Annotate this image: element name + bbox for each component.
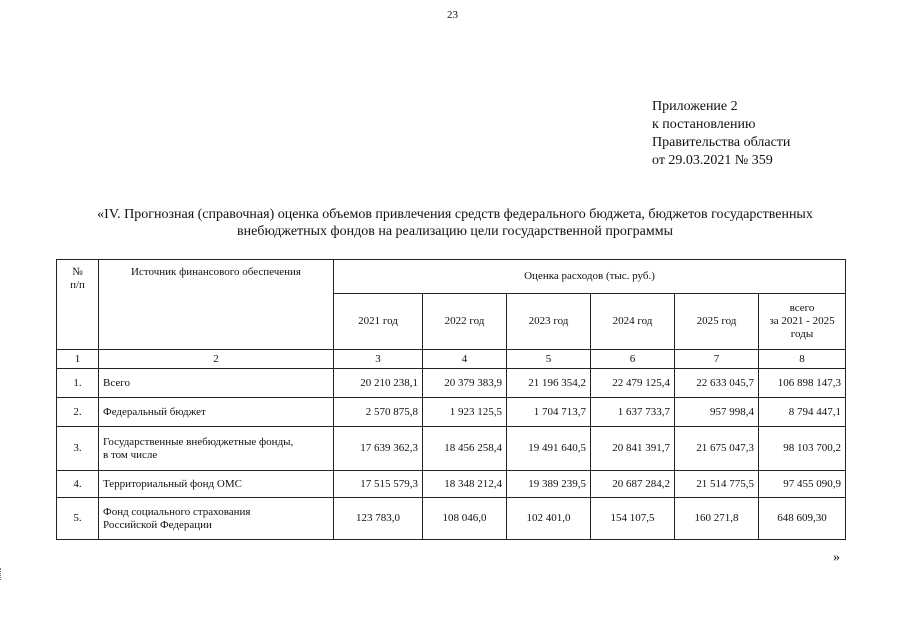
row-value-2025: 957 998,4	[675, 398, 759, 427]
appendix-line: Приложение 2	[652, 99, 738, 114]
row-value-2022: 18 348 212,4	[423, 471, 507, 498]
column-number: 7	[675, 350, 759, 369]
row-value-2024: 1 637 733,7	[591, 398, 675, 427]
row-value-2025: 160 271,8	[675, 498, 759, 540]
row-value-2022: 108 046,0	[423, 498, 507, 540]
row-value-2022: 1 923 125,5	[423, 398, 507, 427]
row-value-2023: 1 704 713,7	[507, 398, 591, 427]
row-value-2021: 17 639 362,3	[334, 427, 423, 471]
section-title-line: внебюджетных фондов на реализацию цели государственной программы	[237, 224, 673, 239]
appendix-line: Правительства области	[652, 135, 791, 150]
table-row	[57, 427, 846, 471]
column-number: 2	[99, 350, 334, 369]
row-value-2023: 19 491 640,5	[507, 427, 591, 471]
row-value-2021: 17 515 579,3	[334, 471, 423, 498]
row-source: Территориальный фонд ОМС	[99, 471, 334, 498]
row-value-2025: 22 633 045,7	[675, 369, 759, 398]
table-row	[57, 398, 846, 427]
header-num-line: №	[72, 266, 83, 278]
row-value-2021: 123 783,0	[334, 498, 423, 540]
column-number: 3	[334, 350, 423, 369]
table-row	[57, 369, 846, 398]
row-number: 3.	[57, 427, 99, 471]
row-value-2025: 21 514 775,5	[675, 471, 759, 498]
row-number: 2.	[57, 398, 99, 427]
column-number: 1	[57, 350, 99, 369]
row-value-total: 98 103 700,2	[759, 427, 846, 471]
row-value-2024: 20 841 391,7	[591, 427, 675, 471]
row-number: 1.	[57, 369, 99, 398]
column-number: 5	[507, 350, 591, 369]
row-value-2024: 20 687 284,2	[591, 471, 675, 498]
table-row	[57, 471, 846, 498]
row-value-2025: 21 675 047,3	[675, 427, 759, 471]
row-value-2023: 19 389 239,5	[507, 471, 591, 498]
header-total-line: за 2021 - 2025	[769, 315, 835, 327]
row-value-total: 97 455 090,9	[759, 471, 846, 498]
row-source-line: Государственные внебюджетные фонды,	[103, 435, 294, 448]
row-value-2023: 21 196 354,2	[507, 369, 591, 398]
header-year-2024: 2024 год	[591, 294, 675, 350]
header-num-line: п/п	[70, 279, 85, 291]
row-source	[99, 498, 334, 540]
row-source: Федеральный бюджет	[99, 398, 334, 427]
appendix-line: к постановлению	[652, 117, 756, 132]
row-number: 5.	[57, 498, 99, 540]
header-costs: Оценка расходов (тыс. руб.)	[334, 260, 846, 294]
row-value-2022: 20 379 383,9	[423, 369, 507, 398]
appendix-block	[652, 98, 790, 170]
row-number: 4.	[57, 471, 99, 498]
header-year-2022: 2022 год	[423, 294, 507, 350]
row-value-total: 648 609,30	[759, 498, 846, 540]
header-total-line: всего	[789, 302, 815, 314]
row-source-line: Фонд социального страхования	[103, 505, 251, 518]
header-total	[759, 294, 846, 350]
row-value-2021: 2 570 875,8	[334, 398, 423, 427]
row-value-2024: 154 107,5	[591, 498, 675, 540]
row-source	[99, 427, 334, 471]
row-value-total: 8 794 447,1	[759, 398, 846, 427]
scan-margin-mark	[0, 568, 4, 580]
row-source: Всего	[99, 369, 334, 398]
header-source: Источник финансового обеспечения	[99, 260, 334, 350]
row-value-2024: 22 479 125,4	[591, 369, 675, 398]
header-total-line: годы	[790, 328, 814, 340]
row-value-2021: 20 210 238,1	[334, 369, 423, 398]
row-source-line: в том числе	[103, 448, 158, 461]
row-value-2022: 18 456 258,4	[423, 427, 507, 471]
appendix-line: от 29.03.2021 № 359	[652, 153, 773, 168]
header-num	[57, 260, 99, 350]
page-number: 23	[447, 9, 458, 21]
column-number-row	[57, 350, 846, 369]
row-source-line: Российской Федерации	[103, 518, 212, 531]
row-value-total: 106 898 147,3	[759, 369, 846, 398]
closing-quote: »	[833, 550, 840, 565]
row-value-2023: 102 401,0	[507, 498, 591, 540]
header-year-2025: 2025 год	[675, 294, 759, 350]
column-number: 8	[759, 350, 846, 369]
header-year-2021: 2021 год	[334, 294, 423, 350]
table-row	[57, 498, 846, 540]
section-title	[40, 206, 870, 240]
column-number: 6	[591, 350, 675, 369]
funding-table	[56, 259, 846, 540]
column-number: 4	[423, 350, 507, 369]
section-title-line: «IV. Прогнозная (справочная) оценка объемов привлечения средств федерального бюджета, бюджетов государственных	[97, 207, 813, 222]
header-year-2023: 2023 год	[507, 294, 591, 350]
